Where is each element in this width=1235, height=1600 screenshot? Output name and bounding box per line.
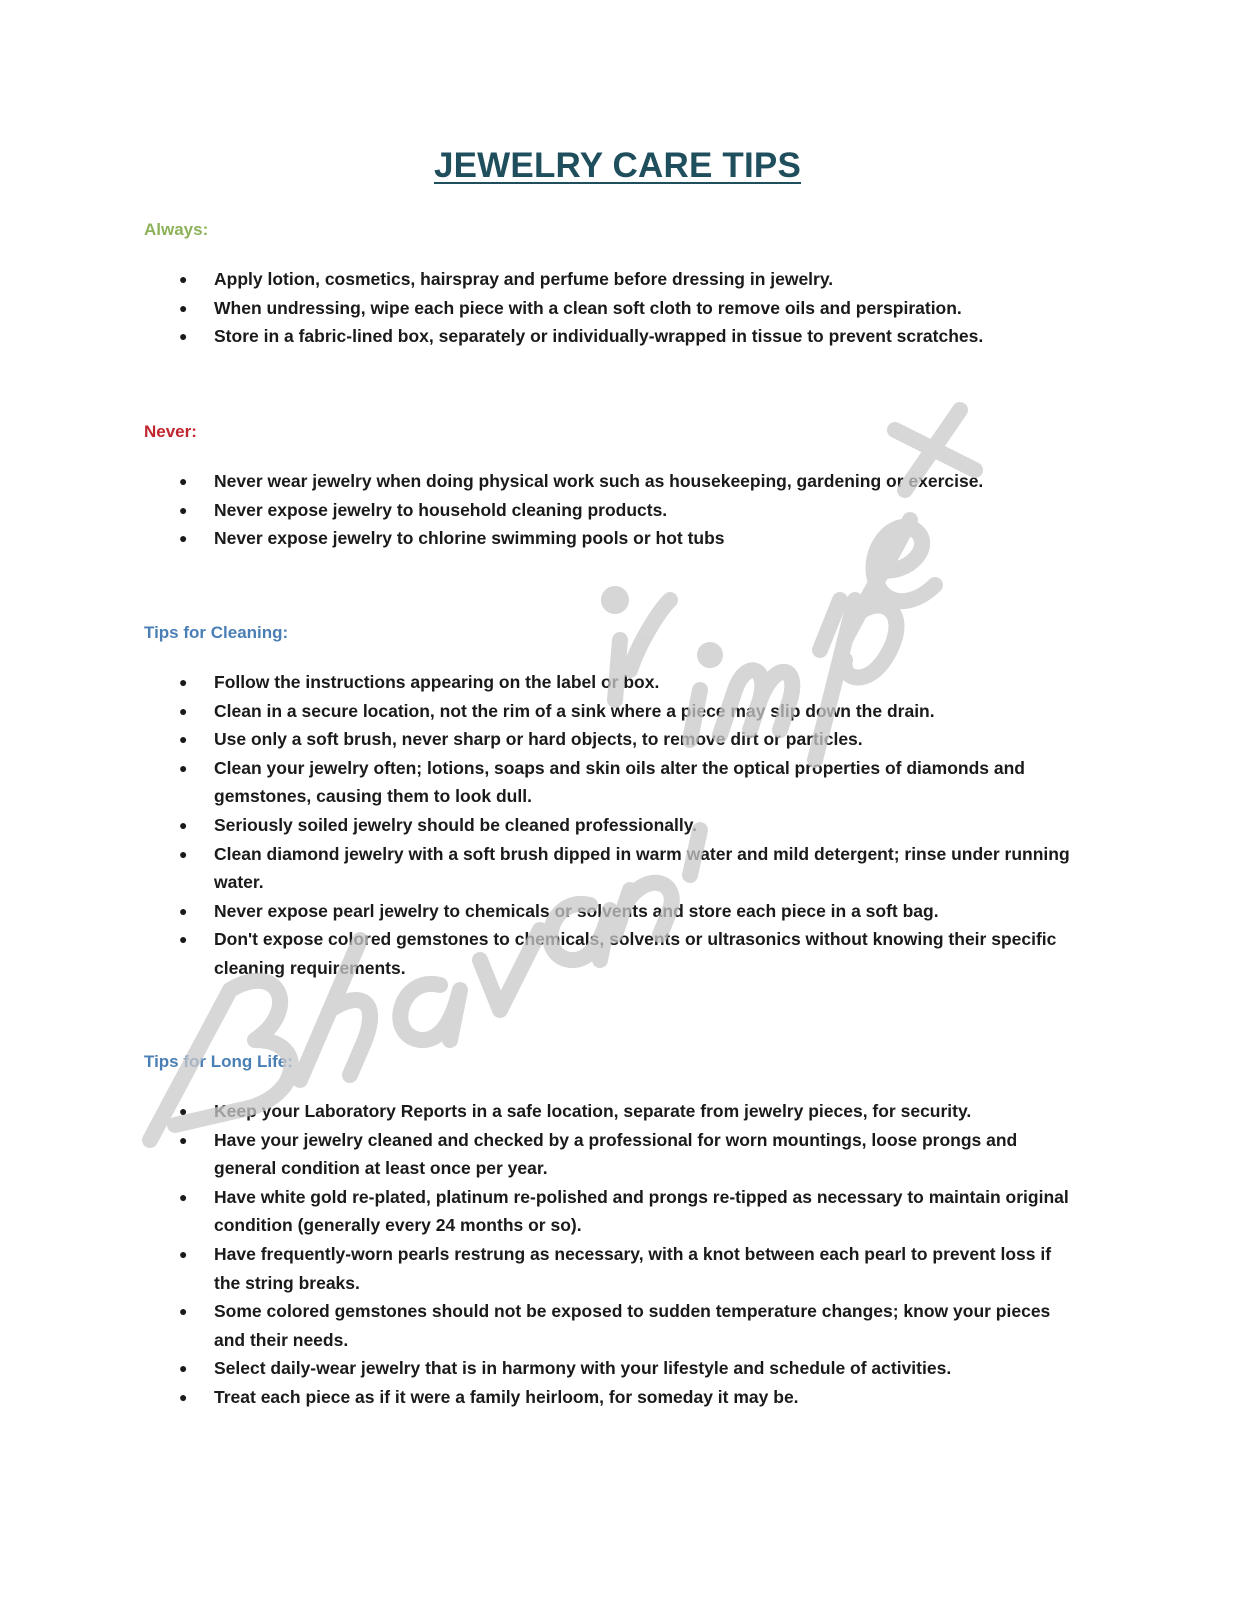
page-title-text: JEWELRY CARE TIPS (433, 146, 802, 185)
list-item (176, 1354, 1076, 1383)
list-item (176, 294, 1076, 323)
bullet-icon: ● (179, 902, 188, 919)
never-list (176, 467, 1076, 553)
bullet-icon: ● (179, 1188, 188, 1205)
bullet-icon: ● (179, 1388, 188, 1405)
bullet-icon: ● (179, 1360, 188, 1377)
bullet-icon: ● (179, 845, 188, 862)
list-item (176, 697, 1076, 726)
list-item-text: Clean diamond jewelry with a soft brush dipped in warm water and mild detergent; rinse under running water. (214, 843, 1070, 893)
cleaning-heading: Tips for Cleaning: (144, 623, 289, 642)
list-item (176, 1097, 1076, 1126)
bullet-icon: ● (179, 674, 188, 690)
list-item (176, 1126, 1076, 1183)
list-item-text: Have frequently-worn pearls restrung as necessary, with a knot between each pearl to prevent loss if the string breaks. (214, 1243, 1052, 1293)
list-item (176, 524, 1076, 553)
bullet-icon: ● (179, 501, 188, 518)
bullet-icon: ● (179, 816, 188, 833)
list-item (176, 668, 1076, 697)
list-item (176, 1297, 1076, 1354)
list-item (176, 322, 1076, 351)
bullet-icon: ● (179, 1131, 188, 1148)
list-item-text: Don't expose colored gemstones to chemicals, solvents or ultrasonics without knowing their specific cleaning requirements. (214, 929, 1057, 978)
bullet-icon: ● (179, 271, 188, 287)
list-item-text: Clean your jewelry often; lotions, soaps and skin oils alter the optical properties of diamonds and gemstones, causing them to look dull. (214, 757, 1025, 807)
list-item-text: Clean in a secure location, not the rim of a sink where a piece may slip down the drain. (214, 700, 935, 721)
list-item-text: Never wear jewelry when doing physical work such as housekeeping, gardening or exercise. (214, 471, 984, 491)
list-item-text: Keep your Laboratory Reports in a safe location, separate from jewelry pieces, for security. (214, 1101, 972, 1121)
list-item-text: Apply lotion, cosmetics, hairspray and perfume before dressing in jewelry. (214, 269, 834, 289)
list-item (176, 1183, 1076, 1240)
bullet-icon: ● (179, 931, 188, 948)
list-item (176, 496, 1076, 525)
list-item (176, 1240, 1076, 1297)
list-item-text: Never expose jewelry to household cleaning products. (214, 499, 668, 520)
list-item (176, 754, 1076, 811)
bullet-icon: ● (179, 299, 188, 316)
always-list (176, 265, 1076, 351)
bullet-icon: ● (179, 731, 188, 748)
list-item (176, 467, 1076, 496)
bullet-icon: ● (179, 328, 188, 345)
list-item-text: Never expose jewelry to chlorine swimming pools or hot tubs (214, 528, 725, 549)
list-item-text: Treat each piece as if it were a family heirloom, for someday it may be. (214, 1386, 799, 1407)
longlife-list (176, 1097, 1076, 1412)
list-item-text: Some colored gemstones should not be exposed to sudden temperature changes; know your pieces and their needs. (214, 1301, 1051, 1350)
always-heading: Always: (144, 220, 209, 239)
page-title (0, 146, 1235, 186)
bullet-icon: ● (179, 1245, 188, 1262)
list-item (176, 811, 1076, 840)
list-item-text: Use only a soft brush, never sharp or hard objects, to remove dirt or particles. (214, 729, 863, 750)
bullet-icon: ● (179, 1303, 188, 1320)
list-item-text: Never expose pearl jewelry to chemicals or solvents and store each piece in a soft bag. (214, 900, 939, 921)
list-item-text: Follow the instructions appearing on the label or box. (214, 672, 660, 692)
cleaning-list (176, 668, 1076, 983)
list-item (176, 725, 1076, 754)
list-item-text: Have your jewelry cleaned and checked by a professional for worn mountings, loose prongs and general condition at least once per year. (214, 1129, 1018, 1179)
list-item (176, 840, 1076, 897)
list-item-text: Store in a fabric-lined box, separately or individually-wrapped in tissue to prevent scratches. (214, 326, 984, 347)
bullet-icon: ● (179, 530, 188, 547)
list-item-text: When undressing, wipe each piece with a clean soft cloth to remove oils and perspiration. (214, 297, 962, 318)
list-item (176, 925, 1076, 982)
bullet-icon: ● (179, 1103, 188, 1119)
bullet-icon: ● (179, 473, 188, 489)
list-item (176, 1383, 1076, 1412)
list-item (176, 897, 1076, 926)
list-item (176, 265, 1076, 294)
never-heading: Never: (144, 422, 197, 441)
list-item-text: Seriously soiled jewelry should be cleaned professionally. (214, 814, 698, 835)
bullet-icon: ● (179, 702, 188, 719)
list-item-text: Select daily-wear jewelry that is in harmony with your lifestyle and schedule of activities. (214, 1358, 952, 1379)
longlife-heading: Tips for Long Life: (144, 1052, 293, 1071)
bullet-icon: ● (179, 759, 188, 776)
list-item-text: Have white gold re-plated, platinum re-polished and prongs re-tipped as necessary to maintain original condition (generally every 24 months or so). (214, 1186, 1069, 1236)
